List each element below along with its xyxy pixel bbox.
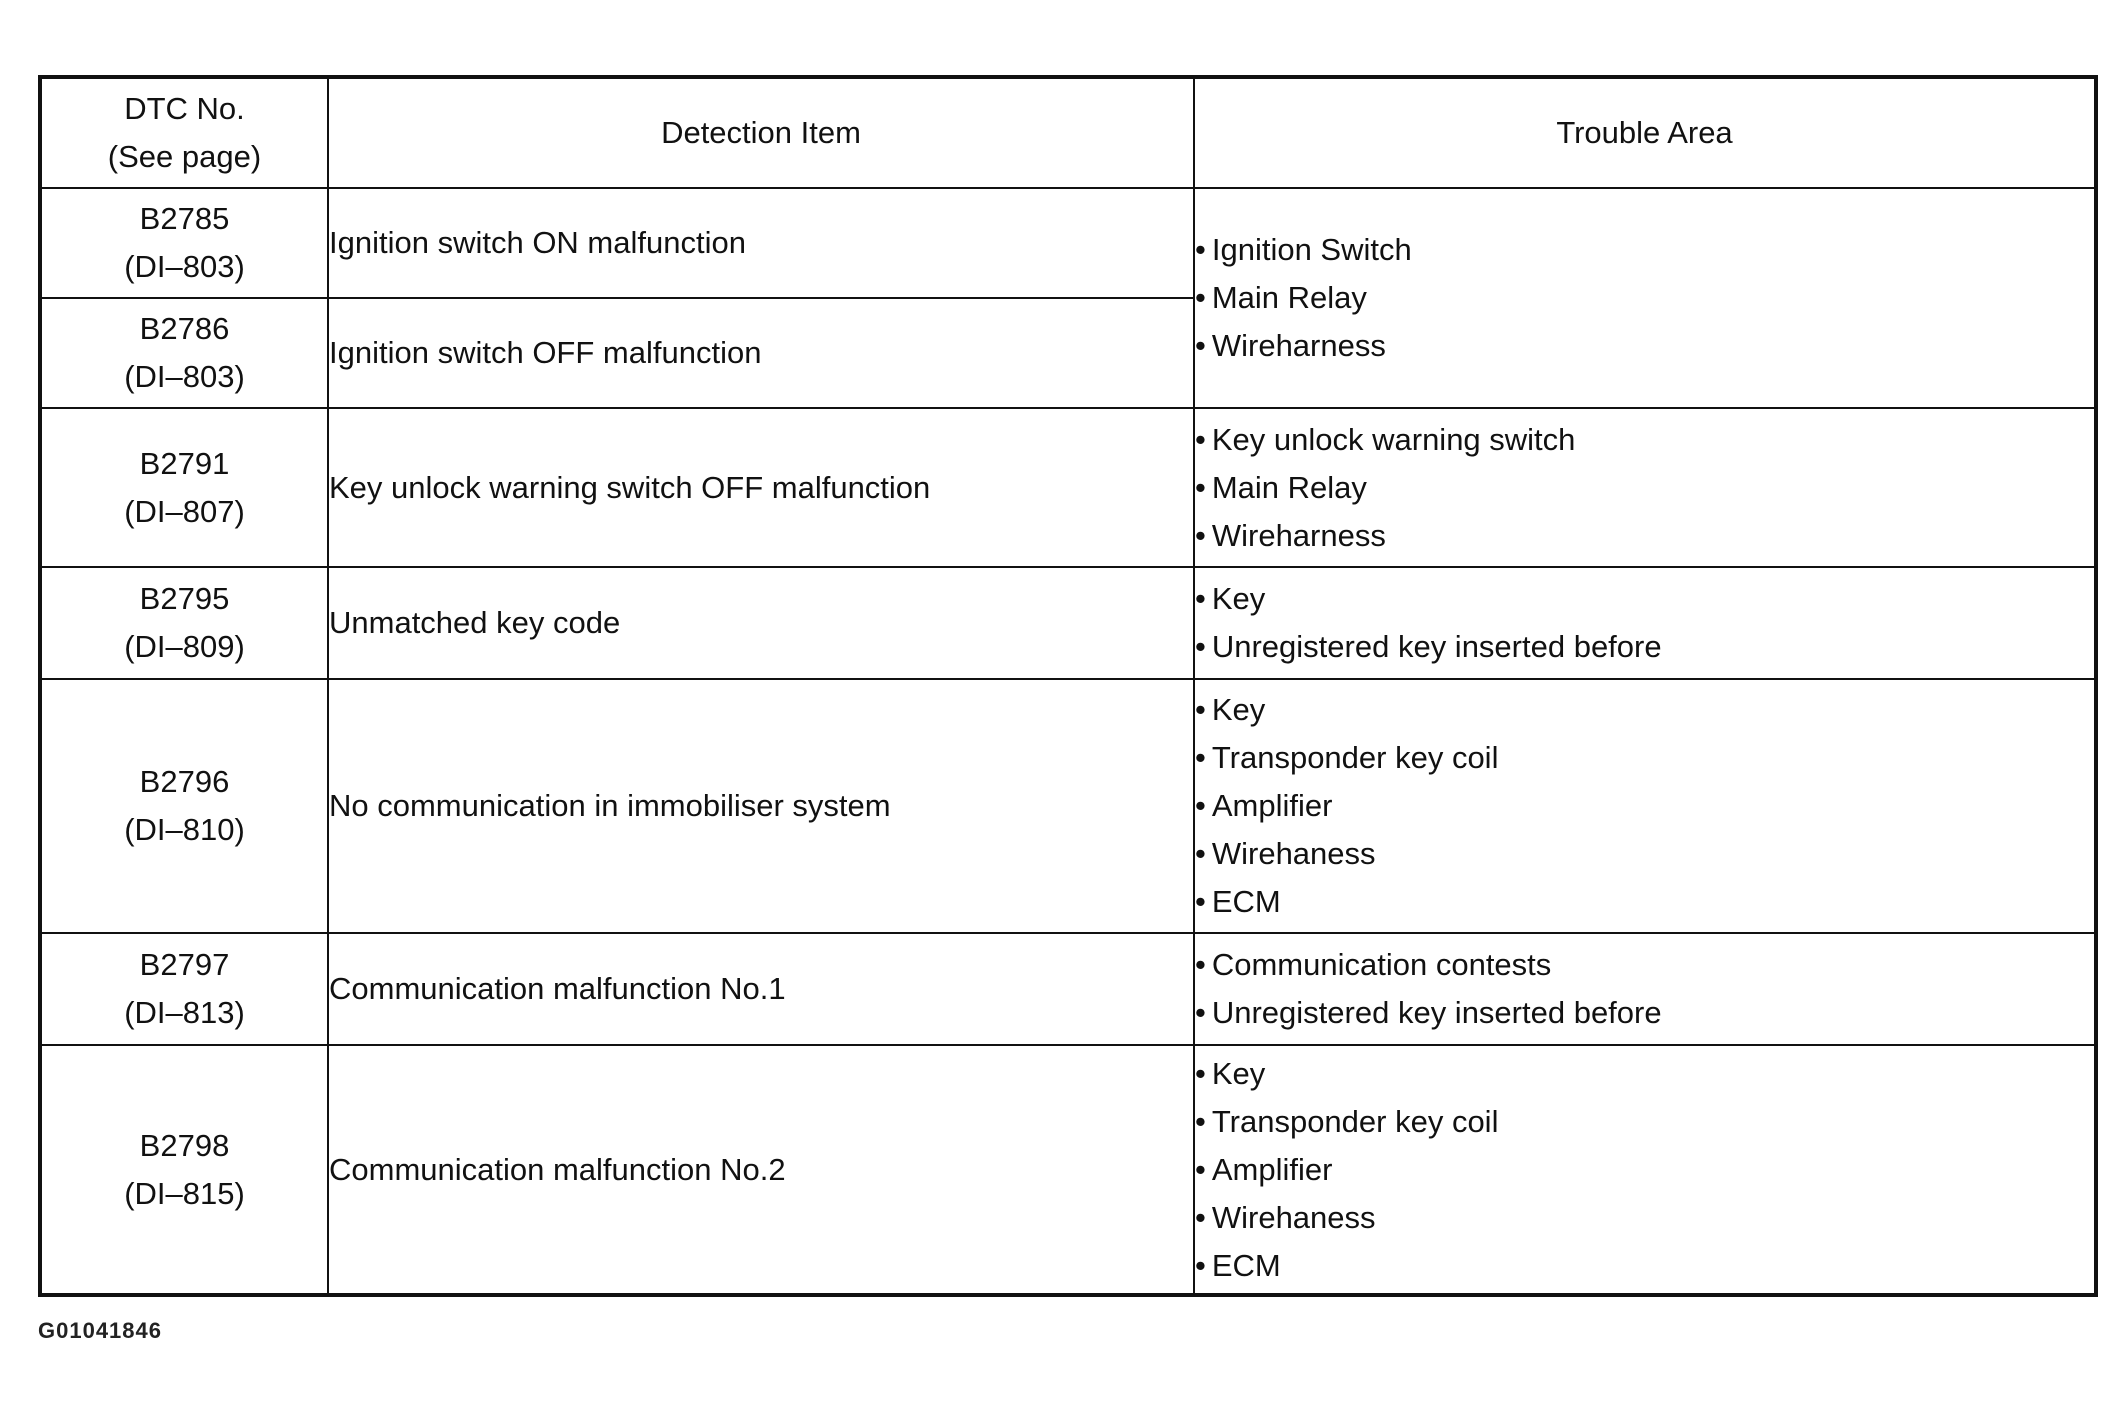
detection-item: Unmatched key code (328, 567, 1194, 679)
trouble-area-cell (1194, 188, 2096, 408)
dtc-code: B2795 (139, 580, 230, 616)
trouble-area-item: • Main Relay (1195, 464, 2094, 512)
trouble-area-cell (1194, 679, 2096, 933)
trouble-area-item: • Key (1195, 686, 2094, 734)
detection-item: Ignition switch ON malfunction (328, 188, 1194, 298)
dtc-page-ref: (DI–810) (124, 812, 245, 848)
table-row (40, 933, 2096, 1045)
trouble-area-item: • Key (1195, 575, 2094, 623)
header-dtc-no (40, 77, 328, 188)
trouble-area-item: • Amplifier (1195, 1146, 2094, 1194)
header-dtc-no-line1: DTC No. (124, 91, 245, 126)
dtc-page-ref: (DI–803) (124, 249, 245, 285)
trouble-area-item: • Wireharness (1195, 322, 2094, 370)
dtc-table (38, 75, 2098, 1297)
detection-item: Ignition switch OFF malfunction (328, 298, 1194, 408)
detection-item: Communication malfunction No.1 (328, 933, 1194, 1045)
table-row (40, 679, 2096, 933)
detection-item: Key unlock warning switch OFF malfunction (328, 408, 1194, 566)
trouble-area-item: • Communication contests (1195, 941, 2094, 989)
trouble-area-item: • Transponder key coil (1195, 734, 2094, 782)
trouble-area-item: • Transponder key coil (1195, 1098, 2094, 1146)
dtc-code-cell (40, 188, 328, 298)
dtc-code: B2798 (139, 1127, 230, 1163)
trouble-area-cell (1194, 567, 2096, 679)
trouble-area-list (1195, 226, 2094, 370)
trouble-area-item: • Unregistered key inserted before (1195, 623, 2094, 671)
dtc-code-cell (40, 933, 328, 1045)
dtc-code: B2797 (139, 947, 230, 983)
trouble-area-item: • Wireharness (1195, 512, 2094, 560)
trouble-area-item: • Main Relay (1195, 274, 2094, 322)
dtc-code-cell (40, 679, 328, 933)
table-row (40, 1045, 2096, 1295)
header-trouble-area: Trouble Area (1194, 77, 2096, 188)
dtc-code: B2791 (139, 445, 230, 481)
dtc-page-ref: (DI–807) (124, 493, 245, 529)
detection-item: Communication malfunction No.2 (328, 1045, 1194, 1295)
dtc-code-cell (40, 408, 328, 566)
dtc-page-ref: (DI–809) (124, 628, 245, 664)
header-dtc-no-line2: (See page) (107, 139, 262, 174)
trouble-area-item: • Wirehaness (1195, 830, 2094, 878)
trouble-area-list (1195, 686, 2094, 926)
header-detection-item: Detection Item (328, 77, 1194, 188)
trouble-area-item: • Ignition Switch (1195, 226, 2094, 274)
header-row (40, 77, 2096, 188)
trouble-area-cell (1194, 1045, 2096, 1295)
trouble-area-item: • Amplifier (1195, 782, 2094, 830)
trouble-area-item: • Key unlock warning switch (1195, 416, 2094, 464)
dtc-code-cell (40, 298, 328, 408)
dtc-code-cell (40, 1045, 328, 1295)
trouble-area-cell (1194, 933, 2096, 1045)
trouble-area-list (1195, 941, 2094, 1037)
trouble-area-cell (1194, 408, 2096, 566)
table-row (40, 408, 2096, 566)
detection-item: No communication in immobiliser system (328, 679, 1194, 933)
dtc-code: B2796 (139, 764, 230, 800)
trouble-area-item: • Key (1195, 1050, 2094, 1098)
dtc-page-ref: (DI–803) (124, 359, 245, 395)
dtc-code: B2785 (139, 201, 230, 237)
trouble-area-list (1195, 416, 2094, 560)
table-row (40, 567, 2096, 679)
trouble-area-list (1195, 575, 2094, 671)
dtc-code: B2786 (139, 311, 230, 347)
figure-id: G01041846 (38, 1318, 162, 1343)
trouble-area-list (1195, 1050, 2094, 1290)
dtc-code-cell (40, 567, 328, 679)
dtc-page-ref: (DI–815) (124, 1175, 245, 1211)
trouble-area-item: • Unregistered key inserted before (1195, 989, 2094, 1037)
trouble-area-item: • Wirehaness (1195, 1194, 2094, 1242)
trouble-area-item: • ECM (1195, 878, 2094, 926)
dtc-page-ref: (DI–813) (124, 995, 245, 1031)
trouble-area-item: • ECM (1195, 1242, 2094, 1290)
table-row (40, 188, 2096, 298)
